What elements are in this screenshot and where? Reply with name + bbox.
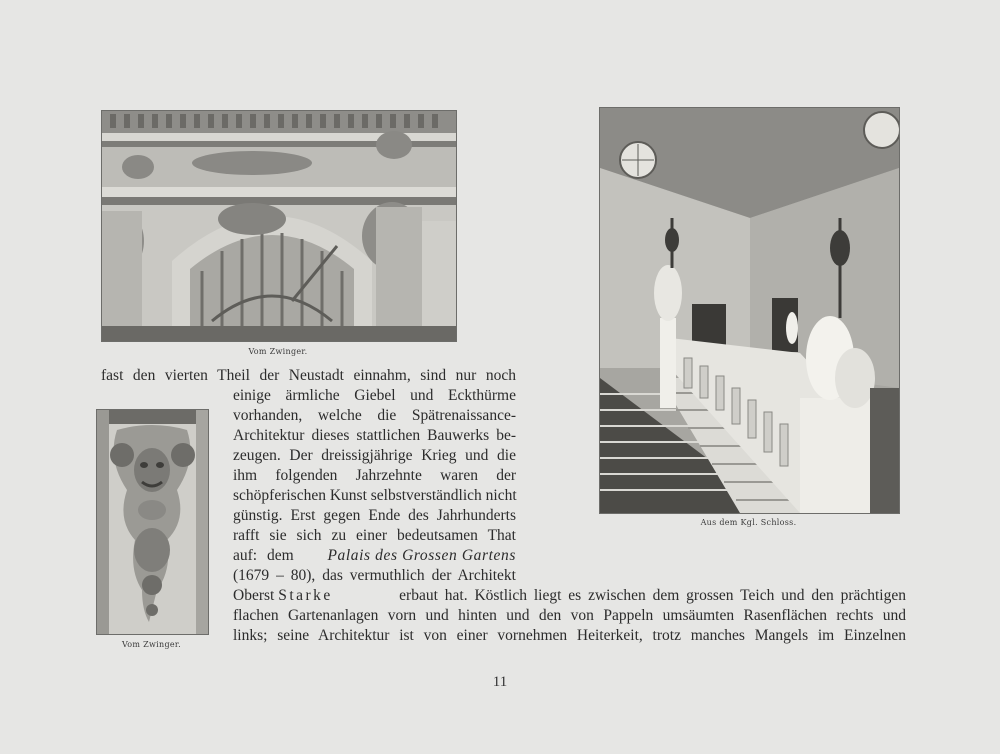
ornate-arch-icon: [102, 111, 456, 341]
text-line-5: zeugen. Der dreissigjährige Krieg und die: [233, 447, 516, 464]
text-line-4: Architektur dieses stattlichen Bauwerks be-: [233, 427, 516, 444]
caption-top-left: Vom Zwinger.: [248, 347, 308, 356]
caption-right: Aus dem Kgl. Schloss.: [700, 518, 797, 527]
caption-bottom-left: Vom Zwinger.: [121, 640, 182, 649]
mascaron-ornament-icon: [97, 410, 208, 634]
text-line-12-rest: erbaut hat. Köstlich liegt es zwischen dem grossen Teich und den prächtigen: [399, 587, 906, 604]
text-line-14: links; seine Architektur ist von einer vornehmen Heiterkeit, trotz manches Mangels im Einzelnen: [233, 627, 906, 644]
text-line-1: fast den vierten Theil der Neustadt einnahm, sind nur noch: [101, 367, 516, 384]
palais-title: Palais des Grossen Gartens: [327, 547, 516, 564]
text-line-8: günstig. Erst gegen Ende des Jahrhunderts: [233, 507, 516, 524]
staircase-icon: [600, 108, 899, 513]
text-line-10-start: auf: dem: [233, 547, 294, 564]
text-line-11: (1679 – 80), das vermuthlich der Architekt: [233, 567, 516, 584]
architect-name: Starke: [278, 587, 333, 604]
text-line-2: einige ärmliche Giebel und Eckthürme: [233, 387, 516, 404]
text-line-10: [233, 546, 516, 565]
text-line-12: [233, 586, 906, 605]
photo-zwinger-ornament: [96, 409, 209, 635]
text-oberst: Oberst: [233, 587, 275, 604]
photo-staircase: [599, 107, 900, 514]
page-number: 11: [492, 674, 508, 690]
photo-zwinger-arch: [101, 110, 457, 342]
text-line-6: ihm folgenden Jahrzehnte waren der: [233, 467, 516, 484]
text-line-7: schöpferischen Kunst selbstverständlich nicht: [233, 487, 517, 504]
text-line-12-start: [233, 586, 333, 605]
text-line-9: rafft sie sich zu einer bedeutsamen That: [233, 527, 516, 544]
text-line-13: flachen Gartenanlagen vorn und hinten und den von Pappeln umsäumten Rasenflächen rechts und: [233, 607, 906, 624]
text-line-3: vorhanden, welche die Spätrenaissance-: [233, 407, 516, 424]
